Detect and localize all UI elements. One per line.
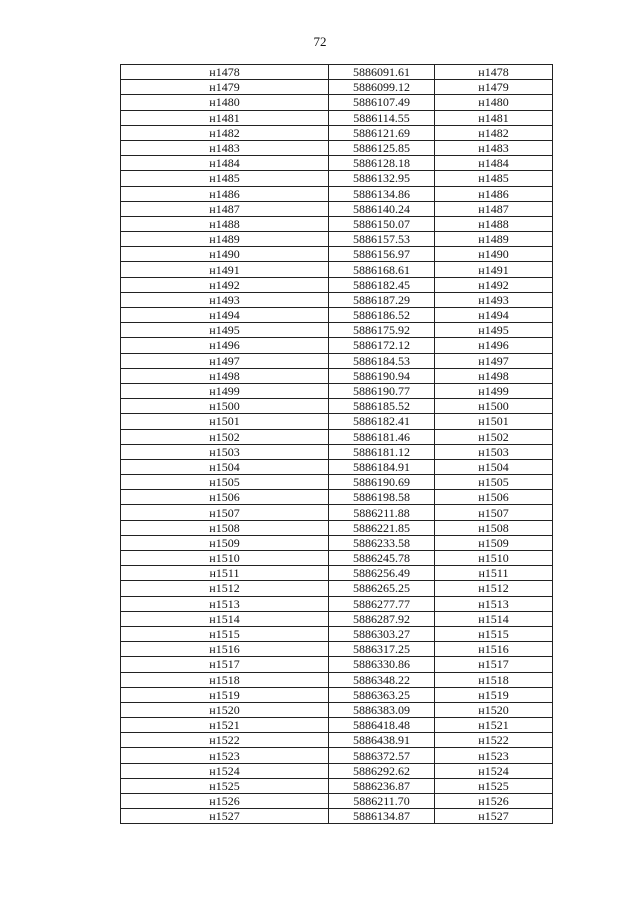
point-id-repeat-cell: н1494 xyxy=(435,308,553,323)
table-row xyxy=(121,140,553,155)
point-id-cell: н1525 xyxy=(121,778,329,793)
point-id-repeat-cell: н1526 xyxy=(435,794,553,809)
table-row xyxy=(121,201,553,216)
point-id-repeat-cell: н1504 xyxy=(435,459,553,474)
table-row xyxy=(121,308,553,323)
point-id-repeat-cell: н1514 xyxy=(435,611,553,626)
coordinate-cell: 5886190.69 xyxy=(329,475,435,490)
point-id-repeat-cell: н1487 xyxy=(435,201,553,216)
coordinate-cell: 5886140.24 xyxy=(329,201,435,216)
table-row xyxy=(121,232,553,247)
point-id-repeat-cell: н1510 xyxy=(435,551,553,566)
table-row xyxy=(121,186,553,201)
coordinate-cell: 5886372.57 xyxy=(329,748,435,763)
coordinate-cell: 5886236.87 xyxy=(329,778,435,793)
point-id-repeat-cell: н1511 xyxy=(435,566,553,581)
coordinate-cell: 5886418.48 xyxy=(329,718,435,733)
coordinate-cell: 5886221.85 xyxy=(329,520,435,535)
coordinate-cell: 5886186.52 xyxy=(329,308,435,323)
table-row xyxy=(121,778,553,793)
point-id-repeat-cell: н1484 xyxy=(435,156,553,171)
point-id-cell: н1514 xyxy=(121,611,329,626)
table-row xyxy=(121,581,553,596)
point-id-cell: н1508 xyxy=(121,520,329,535)
point-id-cell: н1482 xyxy=(121,125,329,140)
point-id-repeat-cell: н1496 xyxy=(435,338,553,353)
point-id-repeat-cell: н1509 xyxy=(435,535,553,550)
point-id-cell: н1492 xyxy=(121,277,329,292)
point-id-cell: н1497 xyxy=(121,353,329,368)
coordinate-cell: 5886287.92 xyxy=(329,611,435,626)
table-row xyxy=(121,353,553,368)
point-id-repeat-cell: н1503 xyxy=(435,444,553,459)
point-id-cell: н1504 xyxy=(121,459,329,474)
point-id-cell: н1488 xyxy=(121,216,329,231)
point-id-cell: н1485 xyxy=(121,171,329,186)
table-row xyxy=(121,763,553,778)
point-id-cell: н1505 xyxy=(121,475,329,490)
point-id-repeat-cell: н1498 xyxy=(435,368,553,383)
coordinate-cell: 5886292.62 xyxy=(329,763,435,778)
point-id-cell: н1518 xyxy=(121,672,329,687)
coordinates-table xyxy=(120,64,553,824)
table-row xyxy=(121,429,553,444)
table-row xyxy=(121,262,553,277)
point-id-cell: н1503 xyxy=(121,444,329,459)
point-id-repeat-cell: н1502 xyxy=(435,429,553,444)
coordinate-cell: 5886211.88 xyxy=(329,505,435,520)
point-id-cell: н1479 xyxy=(121,80,329,95)
coordinate-cell: 5886198.58 xyxy=(329,490,435,505)
point-id-cell: н1478 xyxy=(121,65,329,80)
table-row xyxy=(121,368,553,383)
point-id-cell: н1524 xyxy=(121,763,329,778)
point-id-repeat-cell: н1505 xyxy=(435,475,553,490)
point-id-repeat-cell: н1521 xyxy=(435,718,553,733)
point-id-cell: н1484 xyxy=(121,156,329,171)
coordinate-cell: 5886190.94 xyxy=(329,368,435,383)
point-id-cell: н1502 xyxy=(121,429,329,444)
table-body xyxy=(121,65,553,824)
point-id-repeat-cell: н1506 xyxy=(435,490,553,505)
point-id-cell: н1526 xyxy=(121,794,329,809)
coordinate-cell: 5886317.25 xyxy=(329,642,435,657)
point-id-repeat-cell: н1516 xyxy=(435,642,553,657)
coordinate-cell: 5886175.92 xyxy=(329,323,435,338)
point-id-repeat-cell: н1527 xyxy=(435,809,553,824)
table-row xyxy=(121,718,553,733)
point-id-repeat-cell: н1485 xyxy=(435,171,553,186)
point-id-repeat-cell: н1490 xyxy=(435,247,553,262)
point-id-cell: н1495 xyxy=(121,323,329,338)
point-id-cell: н1506 xyxy=(121,490,329,505)
table-row xyxy=(121,596,553,611)
point-id-repeat-cell: н1513 xyxy=(435,596,553,611)
table-row xyxy=(121,156,553,171)
point-id-cell: н1516 xyxy=(121,642,329,657)
coordinate-cell: 5886233.58 xyxy=(329,535,435,550)
coordinate-cell: 5886150.07 xyxy=(329,216,435,231)
table-row xyxy=(121,414,553,429)
point-id-cell: н1520 xyxy=(121,702,329,717)
point-id-cell: н1494 xyxy=(121,308,329,323)
page-number: 72 xyxy=(313,34,327,49)
coordinate-cell: 5886157.53 xyxy=(329,232,435,247)
point-id-cell: н1522 xyxy=(121,733,329,748)
table-row xyxy=(121,383,553,398)
point-id-cell: н1496 xyxy=(121,338,329,353)
table-row xyxy=(121,399,553,414)
point-id-cell: н1500 xyxy=(121,399,329,414)
point-id-cell: н1480 xyxy=(121,95,329,110)
table-row xyxy=(121,171,553,186)
point-id-repeat-cell: н1525 xyxy=(435,778,553,793)
point-id-cell: н1481 xyxy=(121,110,329,125)
point-id-cell: н1507 xyxy=(121,505,329,520)
coordinate-cell: 5886245.78 xyxy=(329,551,435,566)
coordinate-cell: 5886184.53 xyxy=(329,353,435,368)
point-id-repeat-cell: н1524 xyxy=(435,763,553,778)
table-row xyxy=(121,702,553,717)
point-id-repeat-cell: н1493 xyxy=(435,292,553,307)
point-id-cell: н1493 xyxy=(121,292,329,307)
table-row xyxy=(121,535,553,550)
table-row xyxy=(121,247,553,262)
point-id-repeat-cell: н1519 xyxy=(435,687,553,702)
coordinate-cell: 5886134.87 xyxy=(329,809,435,824)
point-id-cell: н1483 xyxy=(121,140,329,155)
point-id-repeat-cell: н1482 xyxy=(435,125,553,140)
coordinate-cell: 5886091.61 xyxy=(329,65,435,80)
point-id-repeat-cell: н1522 xyxy=(435,733,553,748)
point-id-cell: н1490 xyxy=(121,247,329,262)
coordinate-cell: 5886182.45 xyxy=(329,277,435,292)
point-id-repeat-cell: н1479 xyxy=(435,80,553,95)
point-id-cell: н1491 xyxy=(121,262,329,277)
point-id-repeat-cell: н1518 xyxy=(435,672,553,687)
point-id-repeat-cell: н1517 xyxy=(435,657,553,672)
table-row xyxy=(121,292,553,307)
coordinate-cell: 5886099.12 xyxy=(329,80,435,95)
coordinate-cell: 5886134.86 xyxy=(329,186,435,201)
point-id-cell: н1515 xyxy=(121,626,329,641)
coordinate-cell: 5886181.46 xyxy=(329,429,435,444)
point-id-cell: н1517 xyxy=(121,657,329,672)
coordinate-cell: 5886330.86 xyxy=(329,657,435,672)
table-row xyxy=(121,459,553,474)
table-row xyxy=(121,444,553,459)
coordinate-cell: 5886128.18 xyxy=(329,156,435,171)
point-id-repeat-cell: н1489 xyxy=(435,232,553,247)
point-id-repeat-cell: н1499 xyxy=(435,383,553,398)
coordinate-cell: 5886256.49 xyxy=(329,566,435,581)
table-row xyxy=(121,566,553,581)
point-id-repeat-cell: н1512 xyxy=(435,581,553,596)
point-id-cell: н1523 xyxy=(121,748,329,763)
point-id-repeat-cell: н1515 xyxy=(435,626,553,641)
coordinate-cell: 5886107.49 xyxy=(329,95,435,110)
coordinate-cell: 5886185.52 xyxy=(329,399,435,414)
point-id-cell: н1510 xyxy=(121,551,329,566)
point-id-repeat-cell: н1481 xyxy=(435,110,553,125)
coordinate-cell: 5886172.12 xyxy=(329,338,435,353)
coordinate-cell: 5886363.25 xyxy=(329,687,435,702)
table-row xyxy=(121,80,553,95)
coordinate-cell: 5886383.09 xyxy=(329,702,435,717)
point-id-repeat-cell: н1520 xyxy=(435,702,553,717)
point-id-repeat-cell: н1492 xyxy=(435,277,553,292)
point-id-cell: н1509 xyxy=(121,535,329,550)
table-row xyxy=(121,794,553,809)
coordinate-cell: 5886121.69 xyxy=(329,125,435,140)
point-id-repeat-cell: н1480 xyxy=(435,95,553,110)
table-row xyxy=(121,277,553,292)
table-row xyxy=(121,110,553,125)
table-row xyxy=(121,323,553,338)
point-id-cell: н1511 xyxy=(121,566,329,581)
table-row xyxy=(121,626,553,641)
coordinate-cell: 5886182.41 xyxy=(329,414,435,429)
coordinate-cell: 5886265.25 xyxy=(329,581,435,596)
coordinate-cell: 5886125.85 xyxy=(329,140,435,155)
point-id-cell: н1499 xyxy=(121,383,329,398)
table-row xyxy=(121,733,553,748)
point-id-repeat-cell: н1495 xyxy=(435,323,553,338)
table-row xyxy=(121,642,553,657)
table-row xyxy=(121,551,553,566)
point-id-cell: н1498 xyxy=(121,368,329,383)
coordinate-cell: 5886211.70 xyxy=(329,794,435,809)
coordinate-cell: 5886184.91 xyxy=(329,459,435,474)
coordinate-cell: 5886438.91 xyxy=(329,733,435,748)
point-id-repeat-cell: н1478 xyxy=(435,65,553,80)
table-row xyxy=(121,687,553,702)
table-row xyxy=(121,611,553,626)
coordinate-cell: 5886168.61 xyxy=(329,262,435,277)
table-row xyxy=(121,95,553,110)
table-row xyxy=(121,475,553,490)
coordinate-cell: 5886190.77 xyxy=(329,383,435,398)
point-id-repeat-cell: н1501 xyxy=(435,414,553,429)
table-row xyxy=(121,809,553,824)
table-row xyxy=(121,672,553,687)
coordinate-cell: 5886187.29 xyxy=(329,292,435,307)
point-id-cell: н1521 xyxy=(121,718,329,733)
point-id-repeat-cell: н1507 xyxy=(435,505,553,520)
coordinate-cell: 5886348.22 xyxy=(329,672,435,687)
table-row xyxy=(121,338,553,353)
table-row xyxy=(121,65,553,80)
table-row xyxy=(121,216,553,231)
point-id-repeat-cell: н1500 xyxy=(435,399,553,414)
table-row xyxy=(121,125,553,140)
table-row xyxy=(121,657,553,672)
point-id-repeat-cell: н1486 xyxy=(435,186,553,201)
point-id-cell: н1487 xyxy=(121,201,329,216)
point-id-cell: н1489 xyxy=(121,232,329,247)
point-id-repeat-cell: н1497 xyxy=(435,353,553,368)
coordinate-cell: 5886156.97 xyxy=(329,247,435,262)
coordinate-cell: 5886277.77 xyxy=(329,596,435,611)
point-id-repeat-cell: н1491 xyxy=(435,262,553,277)
point-id-repeat-cell: н1488 xyxy=(435,216,553,231)
point-id-cell: н1512 xyxy=(121,581,329,596)
table-row xyxy=(121,505,553,520)
point-id-cell: н1519 xyxy=(121,687,329,702)
table-row xyxy=(121,748,553,763)
coordinate-cell: 5886114.55 xyxy=(329,110,435,125)
coordinate-cell: 5886132.95 xyxy=(329,171,435,186)
point-id-repeat-cell: н1508 xyxy=(435,520,553,535)
table-row xyxy=(121,490,553,505)
coordinate-cell: 5886303.27 xyxy=(329,626,435,641)
point-id-repeat-cell: н1483 xyxy=(435,140,553,155)
point-id-repeat-cell: н1523 xyxy=(435,748,553,763)
point-id-cell: н1527 xyxy=(121,809,329,824)
table-row xyxy=(121,520,553,535)
point-id-cell: н1501 xyxy=(121,414,329,429)
point-id-cell: н1486 xyxy=(121,186,329,201)
coordinate-cell: 5886181.12 xyxy=(329,444,435,459)
point-id-cell: н1513 xyxy=(121,596,329,611)
